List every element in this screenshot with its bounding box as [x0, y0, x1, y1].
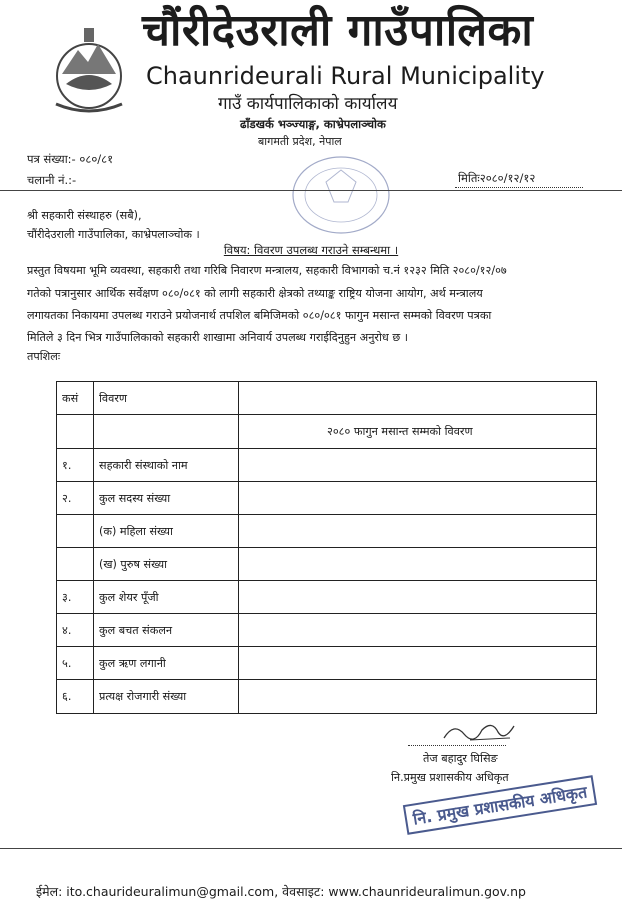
recipient-line-1: श्री सहकारी संस्थाहरु (सबै), — [27, 209, 142, 222]
header-value — [239, 382, 597, 415]
address-line-2: बागमती प्रदेश, नेपाल — [258, 135, 342, 148]
row-value — [239, 548, 597, 581]
row-label: सहकारी संस्थाको नाम — [94, 449, 239, 482]
row-value — [239, 581, 597, 614]
municipality-title-nepali: चौंरीदेउराली गाउँपालिका — [142, 5, 534, 56]
letter-subject: विषय: विवरण उपलब्ध गराउने सम्बन्धमा । — [223, 243, 399, 257]
body-line-2: गतेको पत्रानुसार आर्थिक सर्वेक्षण ०८०/०८१ को लागी सहकारी क्षेत्रको तथ्याङ्क राष्ट्रिय योजना आयोग, अर्थ मन्त्रालय — [27, 287, 483, 300]
row-label: प्रत्यक्ष रोजगारी संख्या — [94, 680, 239, 714]
table-row — [57, 680, 597, 714]
details-table — [56, 381, 597, 714]
row-value — [239, 449, 597, 482]
signature-mark — [440, 716, 520, 746]
date-underline — [455, 187, 583, 188]
office-name: गाउँ कार्यपालिकाको कार्यालय — [218, 94, 398, 114]
row-sn: ६. — [57, 680, 94, 714]
row-sn — [57, 515, 94, 548]
reference-number: पत्र संख्या:- ०८०/८१ — [27, 152, 114, 166]
municipality-title-english: Chaunrideurali Rural Municipality — [146, 62, 545, 90]
designation-seal-stamp: नि. प्रमुख प्रशासकीय अधिकृत — [403, 775, 597, 835]
period-label: २०८० फागुन मसान्त सम्मको विवरण — [239, 415, 597, 449]
header-divider — [0, 190, 622, 191]
row-sn: ४. — [57, 614, 94, 647]
body-line-4: मितिले ३ दिन भित्र गाउँपालिकाको सहकारी शाखामा अनिवार्य उपलब्ध गराईदिनुहुन अनुरोध छ । — [27, 331, 408, 344]
table-row — [57, 548, 597, 581]
body-line-3: लगायतका निकायमा उपलब्ध गराउने प्रयोजनार्थ तपशिल बमिजिमको ०८०/०८१ फागुन मसान्त सम्मको विवरण पत्रका — [27, 309, 492, 322]
row-sn: १. — [57, 449, 94, 482]
header-sn: कसं — [57, 382, 94, 415]
row-label: कुल बचत संकलन — [94, 614, 239, 647]
row-value — [239, 614, 597, 647]
table-row — [57, 449, 597, 482]
signatory-name: तेज बहादुर घिसिङ — [423, 752, 498, 765]
row-value — [239, 482, 597, 515]
dispatch-number: चलानी नं.:- — [27, 173, 77, 187]
row-sn: ३. — [57, 581, 94, 614]
signature-line — [408, 745, 506, 746]
table-row — [57, 515, 597, 548]
table-row — [57, 614, 597, 647]
row-sn — [57, 548, 94, 581]
header-description: विवरण — [94, 382, 239, 415]
table-header-row — [57, 382, 597, 415]
row-sn: २. — [57, 482, 94, 515]
letter-date: मितिः२०८०/१२/१२ — [458, 171, 536, 185]
footer-contact: ईमेल: ito.chaurideuralimun@gmail.com, वेवसाइट: www.chaunrideuralimun.gov.np — [36, 884, 526, 899]
table-period-row — [57, 415, 597, 449]
row-value — [239, 680, 597, 714]
row-sn: ५. — [57, 647, 94, 680]
recipient-line-2: चौंरीदेउराली गाउँपालिका, काभ्रेपलाञ्चोक । — [27, 228, 200, 241]
footer-divider — [0, 848, 622, 849]
table-row — [57, 482, 597, 515]
body-line-1: प्रस्तुत विषयमा भूमि व्यवस्था, सहकारी तथा गरिबि निवारण मन्त्रालय, सहकारी विभागको च.नं १२३२ मिति २०८०/१२/०७ — [27, 264, 507, 277]
row-label: (क) महिला संख्या — [94, 515, 239, 548]
row-label: कुल ऋण लगानी — [94, 647, 239, 680]
row-label: (ख) पुरुष संख्या — [94, 548, 239, 581]
nepal-emblem-logo — [48, 26, 130, 114]
row-value — [239, 515, 597, 548]
row-label: कुल सदस्य संख्या — [94, 482, 239, 515]
table-row — [57, 647, 597, 680]
tapsil-label: तपशिलः — [27, 350, 61, 363]
row-label: कुल शेयर पूँजी — [94, 581, 239, 614]
address-line-1: ढाँडखर्क भञ्ज्याङ्ग, काभ्रेपलाञ्चोक — [240, 117, 386, 131]
row-value — [239, 647, 597, 680]
signatory-designation: नि.प्रमुख प्रशासकीय अधिकृत — [391, 771, 509, 784]
table-row — [57, 581, 597, 614]
